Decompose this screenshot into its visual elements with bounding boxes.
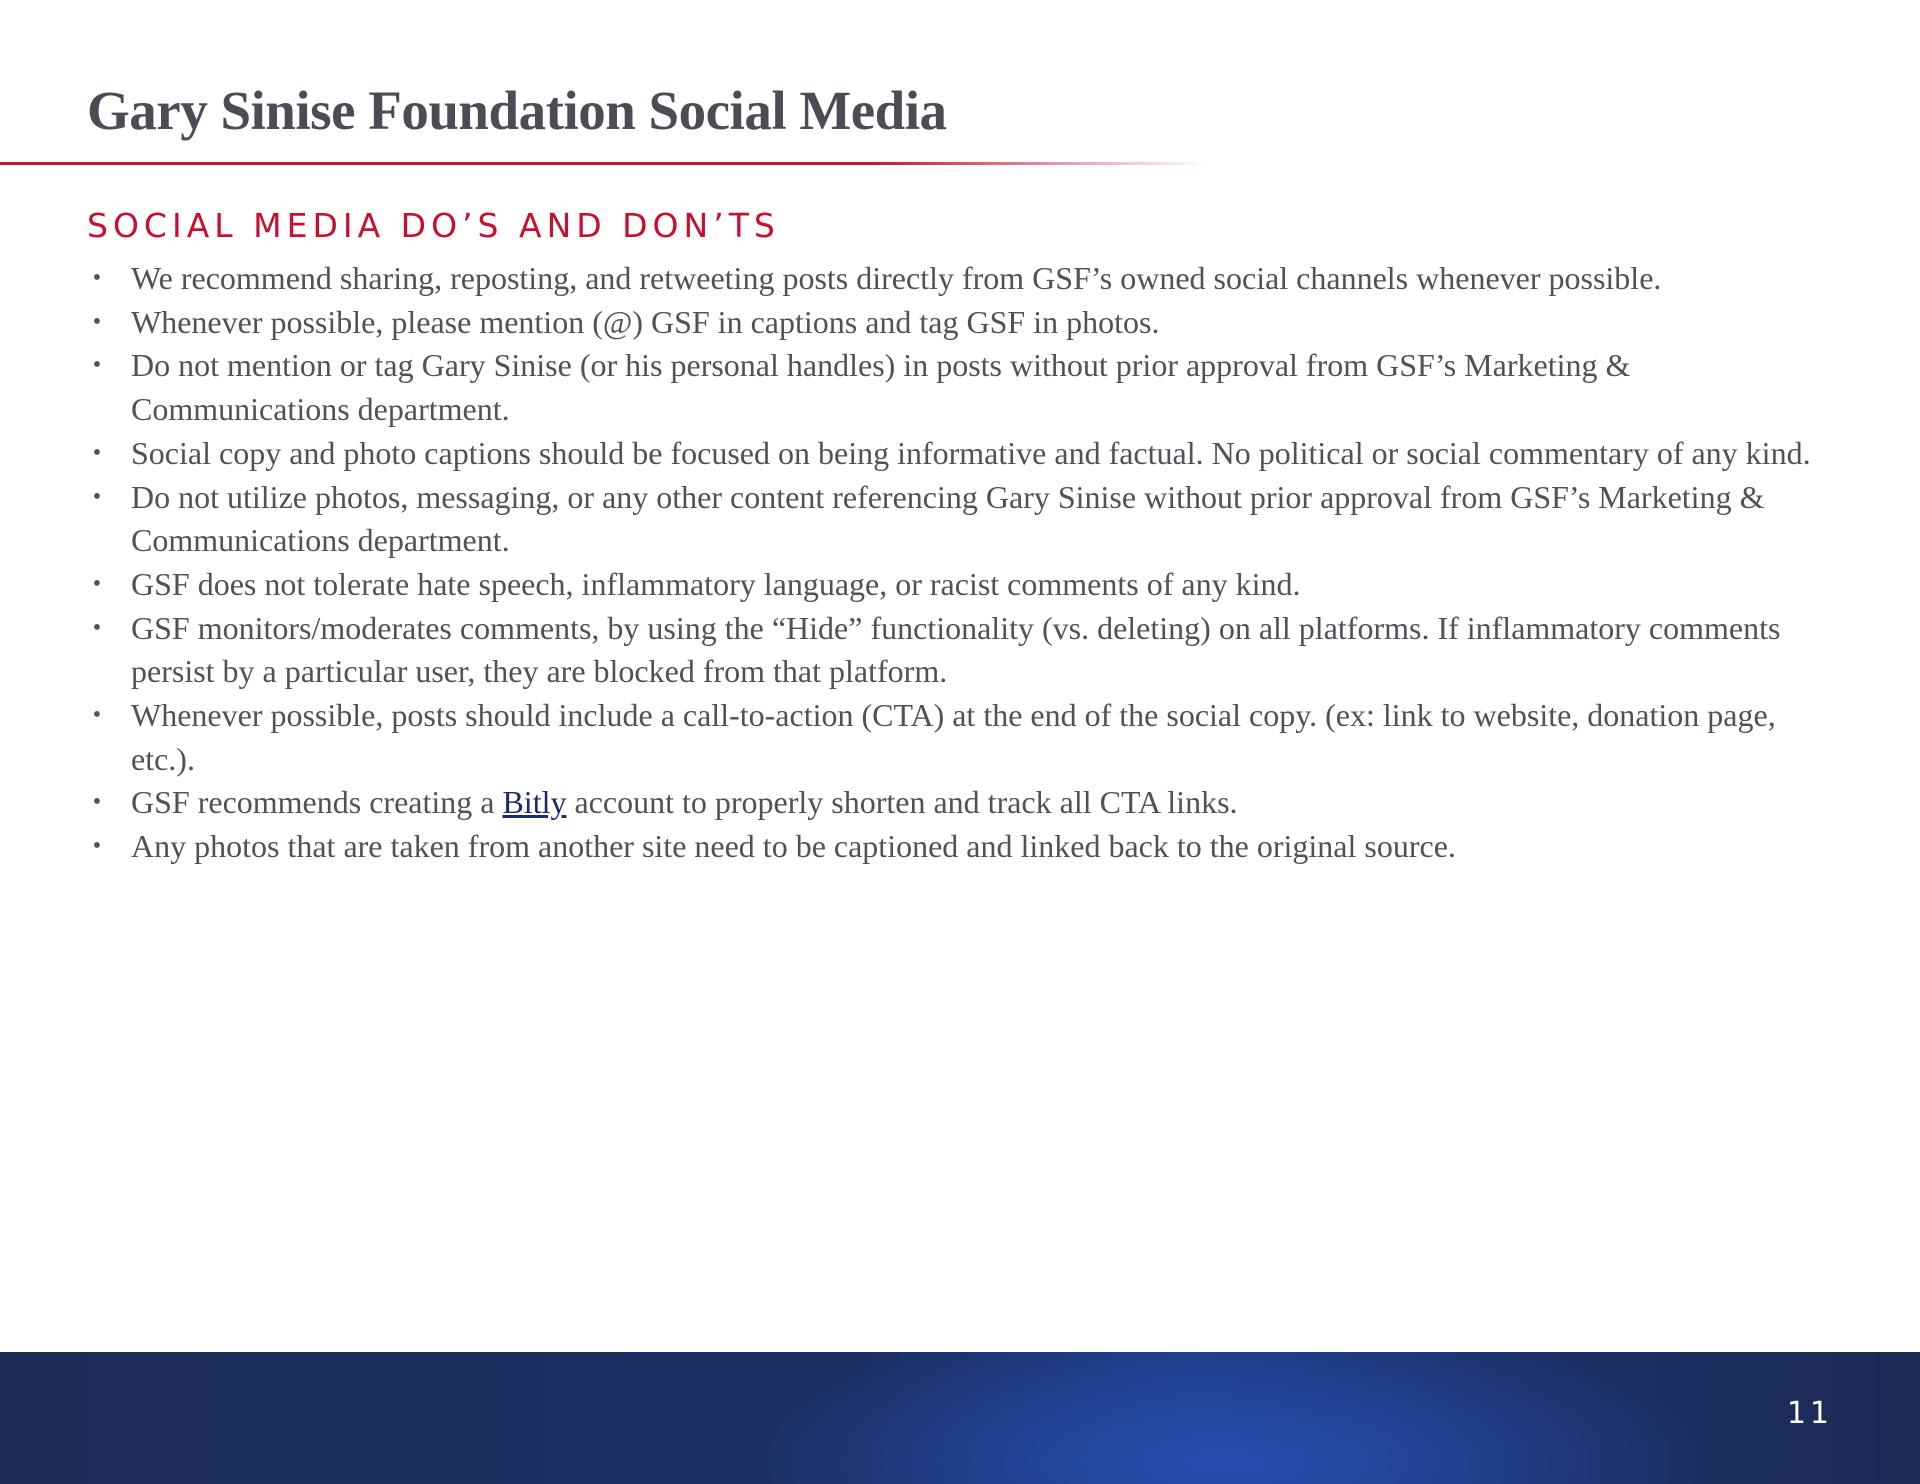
bullet-icon: • bbox=[92, 789, 102, 816]
section-heading: SOCIAL MEDIA DO’S AND DON’TS bbox=[87, 206, 780, 245]
list-item bbox=[87, 825, 1822, 869]
list-item bbox=[87, 607, 1822, 694]
list-item-text: Any photos that are taken from another site need to be captioned and linked back to the original source. bbox=[131, 828, 1456, 865]
list-item bbox=[87, 781, 1822, 825]
bullet-icon: • bbox=[92, 833, 102, 860]
list-item-text: Do not mention or tag Gary Sinise (or his personal handles) in posts without prior approval from GSF’s Marketing & Communications department. bbox=[131, 347, 1631, 428]
bullet-icon: • bbox=[92, 308, 102, 335]
bullet-icon: • bbox=[92, 702, 102, 729]
guidelines-list bbox=[87, 257, 1822, 869]
list-item-text: Whenever possible, please mention (@) GSF in captions and tag GSF in photos. bbox=[131, 303, 1160, 340]
page-title: Gary Sinise Foundation Social Media bbox=[87, 80, 947, 141]
bullet-icon: • bbox=[92, 265, 102, 291]
list-item-text: Whenever possible, posts should include a call-to-action (CTA) at the end of the social copy. (ex: link to website, donation page, etc.). bbox=[131, 697, 1776, 777]
page-number: 11 bbox=[1786, 1396, 1833, 1431]
list-item-text: We recommend sharing, reposting, and retweeting posts directly from GSF’s owned social channels whenever possible. bbox=[131, 260, 1662, 296]
list-item bbox=[87, 432, 1822, 476]
list-item-text: GSF monitors/moderates comments, by using the “Hide” functionality (vs. deleting) on all platforms. If inflammatory comments persist by a particular user, they are blocked from that platform. bbox=[131, 609, 1781, 690]
list-item bbox=[87, 476, 1822, 563]
bitly-link[interactable]: Bitly bbox=[502, 784, 567, 821]
list-item bbox=[87, 344, 1822, 431]
footer-bar bbox=[0, 1352, 1920, 1484]
list-item-text-before-link: GSF recommends creating a bbox=[131, 784, 503, 821]
list-item bbox=[87, 694, 1822, 781]
bullet-icon: • bbox=[92, 439, 102, 466]
bullet-icon: • bbox=[92, 570, 102, 597]
list-item-text: GSF does not tolerate hate speech, inflammatory language, or racist comments of any kind. bbox=[131, 565, 1301, 602]
list-item bbox=[87, 563, 1822, 607]
list-item bbox=[87, 301, 1822, 345]
list-item-text: Social copy and photo captions should be focused on being informative and factual. No political or social commentary of any kind. bbox=[131, 434, 1811, 471]
bullet-icon: • bbox=[92, 614, 102, 641]
list-item bbox=[87, 257, 1822, 301]
bullet-icon: • bbox=[92, 352, 102, 379]
list-item-text-after-link: account to properly shorten and track all CTA links. bbox=[566, 784, 1238, 821]
bullet-icon: • bbox=[92, 483, 102, 510]
title-divider bbox=[0, 162, 1210, 165]
list-item-text: Do not utilize photos, messaging, or any other content referencing Gary Sinise without prior approval from GSF’s Marketing & Communications department. bbox=[131, 478, 1765, 559]
